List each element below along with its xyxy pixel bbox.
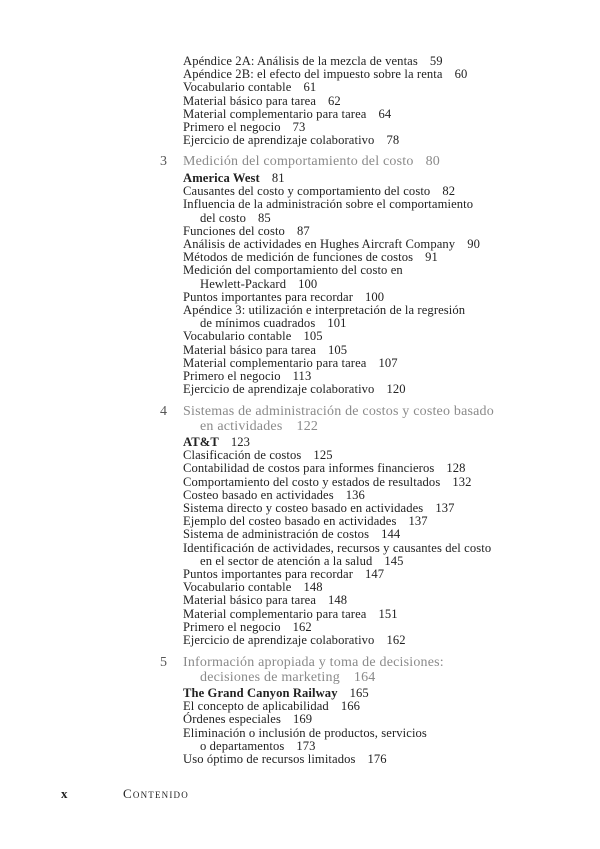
chapter-number: 3 <box>160 154 167 169</box>
toc-entry: Comportamiento del costo y estados de resultados 132 <box>183 474 472 489</box>
toc-entry: Uso óptimo de recursos limitados 176 <box>183 752 387 767</box>
chapter-title: Información apropiada y toma de decisiones: decisiones de marketing 164 <box>183 655 444 685</box>
toc-entry: Causantes del costo y comportamiento del costo 82 <box>183 184 456 199</box>
toc-entry: Ejercicio de aprendizaje colaborativo 78 <box>183 133 400 148</box>
toc-entry: Apéndice 2B: el efecto del impuesto sobre la renta 60 <box>183 67 468 82</box>
toc-entry: Funciones del costo 87 <box>183 223 310 238</box>
chapter-heading <box>0 404 600 435</box>
toc-entry: Influencia de la administración sobre el comportamiento del costo 85 <box>183 197 474 225</box>
chapter-title: Medición del comportamiento del costo 80 <box>183 154 440 169</box>
toc-entry: Puntos importantes para recordar 147 <box>183 567 385 582</box>
toc-entry-case: AT&T 123 <box>183 435 251 449</box>
toc-entry: Eliminación o inclusión de productos, servicios o departamentos 173 <box>183 725 427 753</box>
chapter-5 <box>0 655 600 766</box>
toc-entry: Material complementario para tarea 107 <box>183 355 398 370</box>
toc-entry: Medición del comportamiento del costo en Hewlett-Packard 100 <box>183 263 403 291</box>
chapter-4 <box>0 404 600 647</box>
toc-entry: Órdenes especiales 169 <box>183 712 313 727</box>
toc-entry: Apéndice 3: utilización e interpretación de la regresión de mínimos cuadrados 101 <box>183 303 466 331</box>
toc-entry: Identificación de actividades, recursos y causantes del costo en el sector de atención a la salud 145 <box>183 540 492 568</box>
chapter-2-tail <box>0 55 600 147</box>
toc-entry: Vocabulario contable 148 <box>183 580 323 595</box>
toc-entry: Material básico para tarea 62 <box>183 93 341 108</box>
toc-entry: Métodos de medición de funciones de costos 91 <box>183 250 438 265</box>
toc-entry: Material complementario para tarea 151 <box>183 606 398 621</box>
toc-entry-case: America West 81 <box>183 171 285 185</box>
chapter-heading <box>0 154 600 171</box>
page-number: x <box>61 786 68 801</box>
toc-entry-case: The Grand Canyon Railway 165 <box>183 686 369 700</box>
toc-entry: Vocabulario contable 105 <box>183 329 323 344</box>
toc-entry: Apéndice 2A: Análisis de la mezcla de ventas 59 <box>183 54 443 68</box>
toc-entry: Sistema de administración de costos 144 <box>183 527 401 542</box>
toc-entry: Costeo basado en actividades 136 <box>183 487 365 502</box>
running-head: Contenido <box>123 786 189 801</box>
chapter-title: Sistemas de administración de costos y costeo basado en actividades 122 <box>183 404 494 434</box>
toc-entry: Material básico para tarea 105 <box>183 342 348 357</box>
chapter-5-entries <box>183 687 583 766</box>
toc-entry: Sistema directo y costeo basado en actividades 137 <box>183 501 455 516</box>
toc-entry: El concepto de aplicabilidad 166 <box>183 699 361 714</box>
toc-entry: Material complementario para tarea 64 <box>183 106 392 121</box>
chapter-4-entries <box>183 436 583 647</box>
toc-entry: Contabilidad de costos para informes financieros 128 <box>183 461 466 476</box>
toc-entry: Puntos importantes para recordar 100 <box>183 289 385 304</box>
toc-entry: Ejercicio de aprendizaje colaborativo 162 <box>183 633 406 648</box>
toc-entry: Clasificación de costos 125 <box>183 448 333 463</box>
toc-entry: Vocabulario contable 61 <box>183 80 317 95</box>
chapter-2-entries <box>183 55 583 147</box>
chapter-heading <box>0 655 600 686</box>
chapter-3 <box>0 154 600 396</box>
chapter-number: 4 <box>160 404 167 419</box>
toc-entry: Material básico para tarea 148 <box>183 593 348 608</box>
chapter-number: 5 <box>160 655 167 670</box>
chapter-3-entries <box>183 172 583 396</box>
toc-entry: Primero el negocio 113 <box>183 369 312 384</box>
toc-entry: Análisis de actividades en Hughes Aircraft Company 90 <box>183 237 480 252</box>
toc-entry: Ejercicio de aprendizaje colaborativo 120 <box>183 382 406 397</box>
toc-entry: Primero el negocio 162 <box>183 619 312 634</box>
toc-entry: Ejemplo del costeo basado en actividades 137 <box>183 514 428 529</box>
page-footer <box>61 786 189 802</box>
toc-entry: Primero el negocio 73 <box>183 120 306 135</box>
